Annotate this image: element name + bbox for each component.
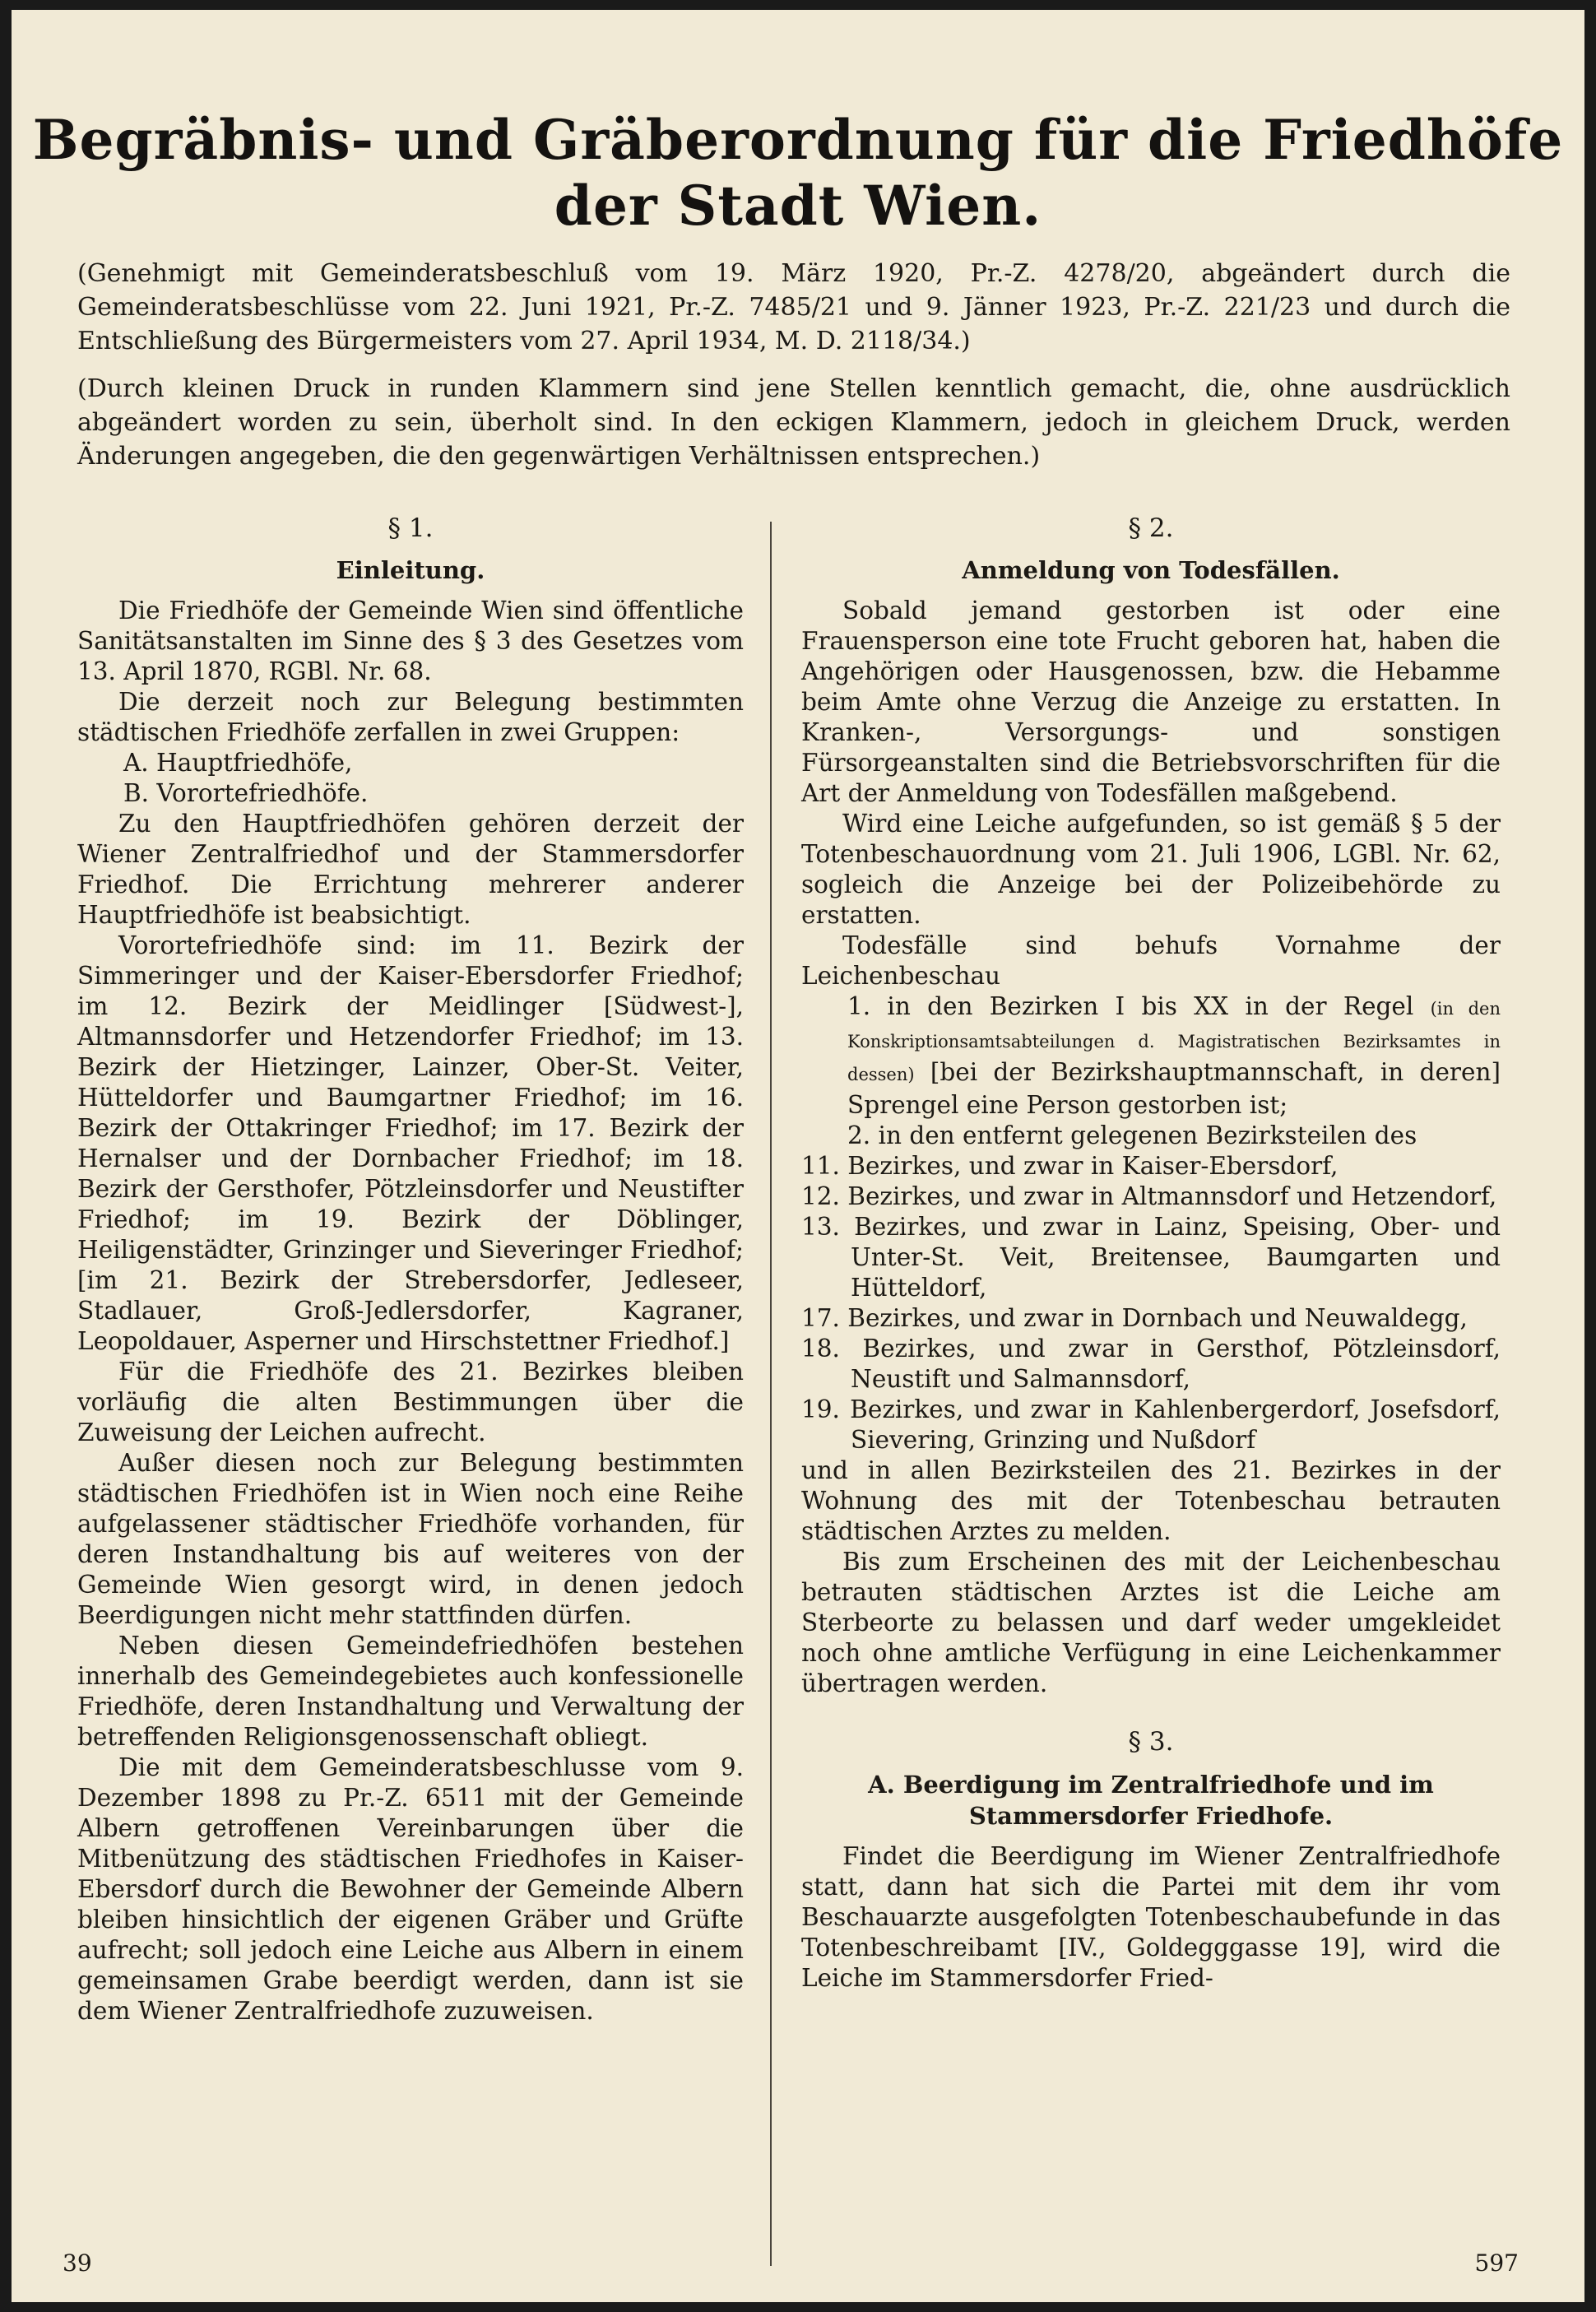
paragraph: Vorortefriedhöfe sind: im 11. Bezirk der Simmeringer und der Kaiser-Ebersdorfer Friedhof; im 12. Bezirk der Meidlinger [Südwest-], Altmannsdorfer und Hetzendorfer Friedhof; im 13. Bezirk der Hietzinger, Lainzer, Ober-St. Veiter, Hütteldorfer und Baumgartner Friedhof; im 16. Bezirk der Ottakringer Friedhof; im 17. Bezirk der Hernalser und der Dornbacher Friedhof; im 18. Bezirk der Gersthofer, Pötzleinsdorfer und Neustifter Friedhof; im 19. Bezirk der Döblinger, Heiligenstädter, Grinzinger und Sieveringer Friedhof; [im 21. Bezirk der Strebersdorfer, Jedleseer, Stadlauer, Groß-Jedlersdorfer, Kagraner, Leopoldauer, Asperner und Hirschstettner Friedhof.] [77,931,744,1355]
paragraph: Wird eine Leiche aufgefunden, so ist gemäß § 5 der Totenbeschauordnung vom 21. Juli 1906, LGBl. Nr. 62, sogleich die Anzeige bei der Polizeibehörde zu erstatten. [801,810,1501,929]
district-item: 11. Bezirkes, und zwar in Kaiser-Ebersdorf, [801,1152,1339,1180]
paragraph: und in allen Bezirksteilen des 21. Bezirkes in der Wohnung des mit der Totenbeschau betrauten städtischen Arztes zu melden. [801,1456,1501,1545]
page-footer-left-number: 39 [63,2249,92,2277]
paragraph: Neben diesen Gemeindefriedhöfen bestehen innerhalb des Gemeindegebietes auch konfessionelle Friedhöfe, deren Instandhaltung und Verwaltung der betreffenden Religionsgenossenschaft obliegt. [77,1632,744,1751]
paragraph: Sobald jemand gestorben ist oder eine Frauensperson eine tote Frucht geboren hat, haben die Angehörigen oder Hausgenossen, bzw. die Hebamme beim Amte ohne Verzug die Anzeige zu erstatten. In Kranken-, Versorgungs- und sonstigen Fürsorgeanstalten sind die Betriebsvorschriften für die Art der Anmeldung von Todesfällen maßgebend. [801,597,1501,807]
section-2-number: § 2. [1128,513,1174,543]
district-item: 19. Bezirkes, und zwar in Kahlenbergerdorf, Josefsdorf, Sievering, Grinzing und Nußdorf [801,1395,1501,1454]
title-line-2: der Stadt Wien. [554,174,1042,238]
district-item: 17. Bezirkes, und zwar in Dornbach und Neuwaldegg, [801,1304,1468,1332]
paragraph: Findet die Beerdigung im Wiener Zentralfriedhofe statt, dann hat sich die Partei mit dem ihr vom Beschauarzte ausgefolgten Totenbeschaubefunde in das Totenbeschreibamt [IV., Goldegggasse 19], wird die Leiche im Stammersdorfer Fried- [801,1842,1501,1992]
item-1-small-print: (in den Konskriptionsamtsabteilungen d. Magistratischen Bezirksamtes in dessen) [847,999,1501,1084]
paragraph: Außer diesen noch zur Belegung bestimmten städtischen Friedhöfen ist in Wien noch eine Reihe aufgelassener städtischer Friedhöfe vorhanden, für deren Instandhaltung bis auf weiteres von der Gemeinde Wien gesorgt wird, in denen jedoch Beerdigungen nicht mehr stattfinden dürfen. [77,1449,744,1629]
district-item: 13. Bezirkes, und zwar in Lainz, Speising, Ober- und Unter-St. Veit, Breitensee, Baumgarten und Hütteldorf, [801,1213,1501,1302]
left-column [77,513,744,2026]
section-2-heading: Anmeldung von Todesfällen. [962,556,1340,584]
approval-note: (Genehmigt mit Gemeinderatsbeschluß vom 19. März 1920, Pr.-Z. 4278/20, abgeändert durch die Gemeinderatsbeschlüsse vom 22. Juni 1921, Pr.-Z. 7485/21 und 9. Jänner 1923, Pr.-Z. 221/23 und durch die Entschließung des Bürgermeisters vom 27. April 1934, M. D. 2118/34.) [77,259,1510,355]
print-note: (Durch kleinen Druck in runden Klammern sind jene Stellen kenntlich gemacht, die, ohne ausdrücklich abgeändert worden zu sein, überholt sind. In den eckigen Klammern, jedoch in gleichem Druck, werden Änderungen angegeben, die den gegenwärtigen Verhältnissen entsprechen.) [77,374,1510,471]
paragraph: Für die Friedhöfe des 21. Bezirkes bleiben vorläufig die alten Bestimmungen über die Zuweisung der Leichen aufrecht. [77,1358,744,1446]
section-3-heading-line-2: Stammersdorfer Friedhofe. [968,1802,1334,1830]
section-3-number: § 3. [1128,1727,1174,1757]
right-column [801,513,1501,1994]
paragraph: Die mit dem Gemeinderatsbeschlusse vom 9. Dezember 1898 zu Pr.-Z. 6511 mit der Gemeinde Albern getroffenen Vereinbarungen über die Mitbenützung des städtischen Friedhofes in Kaiser-Ebersdorf durch die Bewohner der Gemeinde Albern bleiben hinsichtlich der eigenen Gräber und Grüfte aufrecht; soll jedoch eine Leiche aus Albern in einem gemeinsamen Grabe beerdigt werden, dann ist sie dem Wiener Zentralfriedhofe zuzuweisen. [77,1753,744,2025]
section-3-heading-line-1: A. Beerdigung im Zentralfriedhofe und im [868,1771,1434,1799]
paragraph: Zu den Hauptfriedhöfen gehören derzeit der Wiener Zentralfriedhof und der Stammersdorfer Friedhof. Die Errichtung mehrerer anderer Hauptfriedhöfe ist beabsichtigt. [77,810,744,929]
list-item: B. Vorortefriedhöfe. [123,779,369,807]
document-page [12,10,1584,2302]
item-1-bracket-text: [bei der Bezirkshauptmannschaft, in deren] Sprengel eine Person gestorben ist; [847,1058,1501,1119]
district-item: 18. Bezirkes, und zwar in Gersthof, Pötzleinsdorf, Neustift und Salmannsdorf, [801,1335,1501,1393]
item-1-text: 1. in den Bezirken I bis XX in der Regel [847,992,1414,1020]
paragraph: Todesfälle sind behufs Vornahme der Leichenbeschau [801,931,1501,990]
column-divider [770,522,772,2266]
paragraph: Bis zum Erscheinen des mit der Leichenbeschau betrauten städtischen Arztes ist die Leiche am Sterbeorte zu belassen und darf weder umgekleidet noch ohne amtliche Verfügung in eine Leichenkammer übertragen werden. [801,1548,1501,1697]
section-3-heading [801,1769,1501,1831]
title-line-1: Begräbnis- und Gräberordnung für die Friedhöfe [32,108,1564,172]
list-item [801,991,1501,1121]
list-item: 2. in den entfernt gelegenen Bezirksteilen des [847,1121,1417,1149]
section-1-heading: Einleitung. [336,556,485,584]
paragraph: Die derzeit noch zur Belegung bestimmten städtischen Friedhöfe zerfallen in zwei Gruppen: [77,688,744,746]
paragraph: Die Friedhöfe der Gemeinde Wien sind öffentliche Sanitätsanstalten im Sinne des § 3 des Gesetzes vom 13. April 1870, RGBl. Nr. 68. [77,597,744,685]
section-1-number: § 1. [387,513,434,543]
page-footer-right-number: 597 [1474,2249,1519,2277]
district-item: 12. Bezirkes, und zwar in Altmannsdorf und Hetzendorf, [801,1182,1497,1210]
list-item: A. Hauptfriedhöfe, [123,749,353,777]
page-title [12,107,1584,239]
